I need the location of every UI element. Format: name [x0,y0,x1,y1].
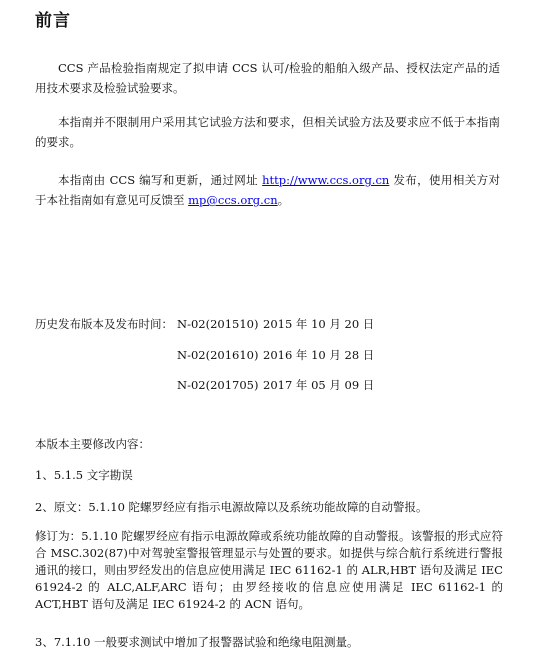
intro-paragraph-feedback [35,170,500,210]
ccs-website-link[interactable]: http://www.ccs.org.cn [262,173,390,187]
changes-heading: 本版本主要修改内容： [35,437,150,451]
feedback-text-middle: 发布，使用相关方对于本社指南如有意见可反馈至 [35,173,500,207]
feedback-email-link[interactable]: mp@ccs.org.cn [188,193,278,207]
feedback-text-start: 本指南由 CCS 编写和更新，通过网址 [58,173,263,187]
history-date-3: 2017 年 05 月 09 日 [263,378,375,392]
change-item-3: 3、7.1.10 一般要求测试中增加了报警器试验和绝缘电阻测量。 [35,635,359,649]
history-version-2: N-02(201610) [177,348,259,362]
page-title: 前言 [35,11,71,31]
history-date-2: 2016 年 10 月 28 日 [263,348,375,362]
feedback-text-end: 。 [277,193,290,207]
history-version-1: N-02(201510) [177,317,259,331]
intro-paragraph-scope: CCS 产品检验指南规定了拟申请 CCS 认可/检验的船舶入级产品、授权法定产品的适用技术要求及检验试验要求。 [35,61,500,95]
history-label: 历史发布版本及发布时间： [35,317,173,331]
change-item-1: 1、5.1.5 文字勘误 [35,468,133,482]
history-date-1: 2015 年 10 月 20 日 [263,317,375,331]
change-item-2-revised: 修订为：5.1.10 陀螺罗经应有指示电源故障或系统功能故障的自动警报。该警报的形式应符合 MSC.302(87)中对驾驶室警报管理显示与处置的要求。如提供与综合航行系统进行警报通讯的接口，则由罗经发出的信息应使用满足 IEC 61162-1 的 ALR,HBT 语句及满足 IEC 61924-2 的 ALC,ALF,ARC 语句；由罗经接收的信息应使用满足 IEC 61162-1 的 ACT,HBT 语句及满足 IEC 61924-2 的 ACN 语句。 [35,529,503,611]
intro-paragraph-methods: 本指南并不限制用户采用其它试验方法和要求，但相关试验方法及要求应不低于本指南的要求。 [35,115,500,149]
history-version-3: N-02(201705) [177,378,259,392]
change-item-2-original: 2、原文：5.1.10 陀螺罗经应有指示电源故障以及系统功能故障的自动警报。 [35,500,428,514]
